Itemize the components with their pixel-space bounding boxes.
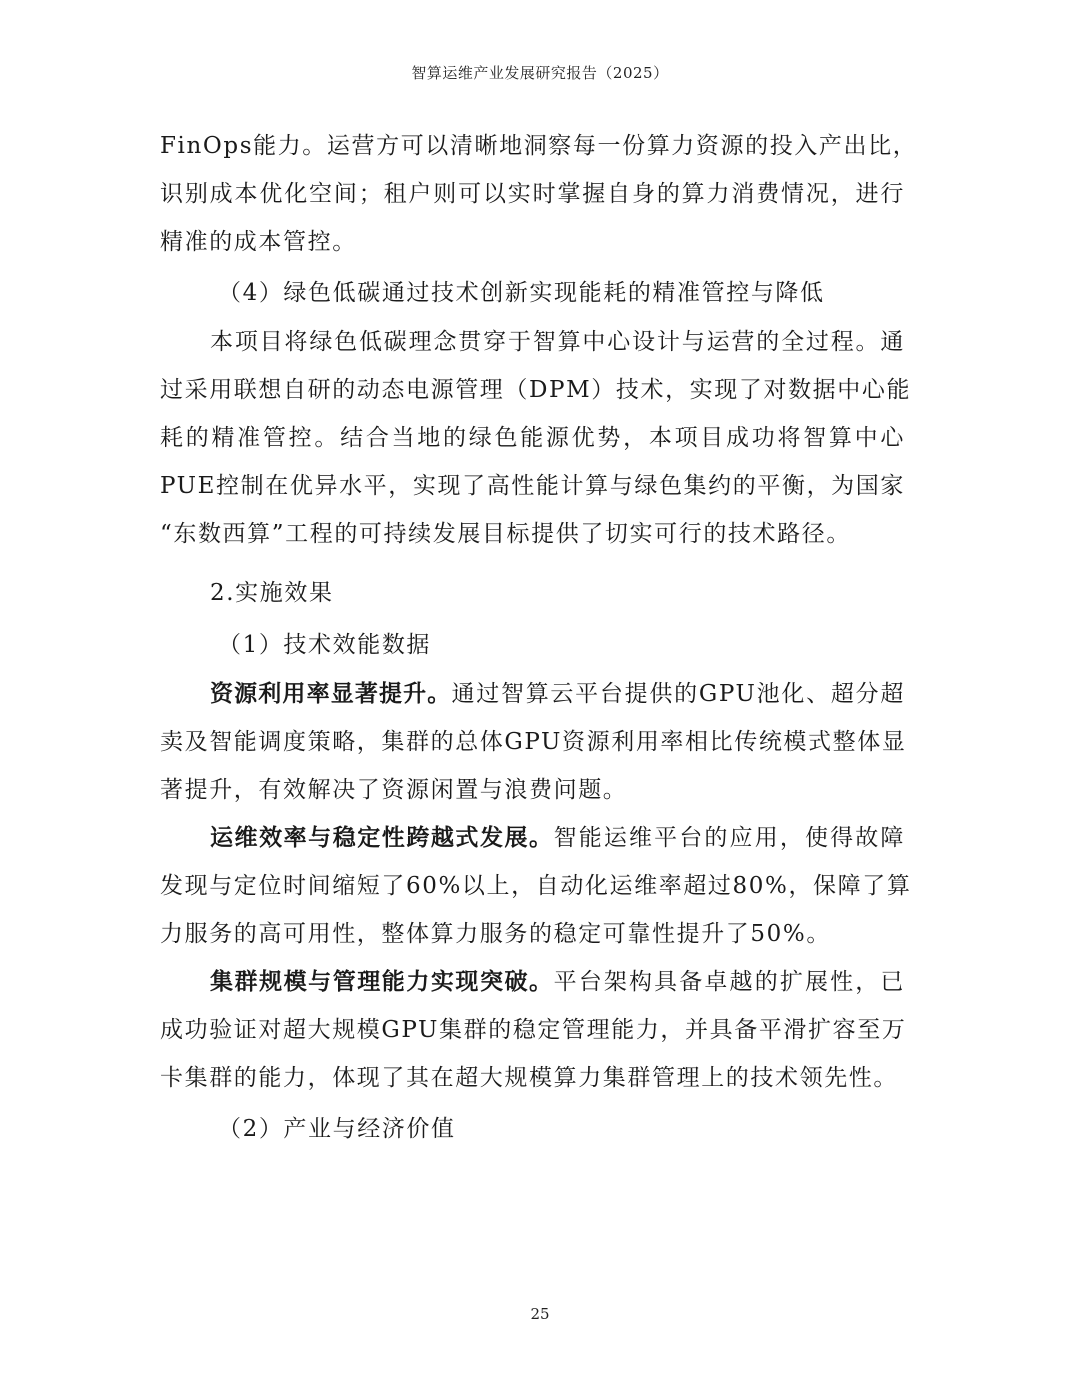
text-line: 发现与定位时间缩短了60%以上，自动化运维率超过80%，保障了算 — [160, 873, 912, 899]
text-line: 精准的成本管控。 — [160, 229, 357, 255]
text-line: 卡集群的能力，体现了其在超大规模算力集群管理上的技术领先性。 — [160, 1065, 898, 1091]
text-line: 力服务的高可用性，整体算力服务的稳定可靠性提升了50%。 — [160, 921, 831, 947]
paragraph-lead: 运维效率与稳定性跨越式发展。 — [210, 825, 554, 851]
text-line: 识别成本优化空间；租户则可以实时掌握自身的算力消费情况，进行 — [160, 181, 905, 207]
section-heading-implementation-effect: 2.实施效果 — [210, 580, 334, 606]
text-run: 通过智算云平台提供的GPU池化、超分超 — [451, 681, 905, 707]
paragraph-finops — [160, 126, 918, 270]
text-line — [160, 818, 905, 866]
paragraph-green-low-carbon — [160, 322, 912, 562]
paragraph-cluster-scale — [160, 962, 905, 1106]
text-line: FinOps能力。运营方可以清晰地洞察每一份算力资源的投入产出比， — [160, 133, 918, 159]
subheading-industry-economic-value: （2）产业与经济价值 — [218, 1116, 456, 1142]
paragraph-resource-utilization — [160, 674, 905, 818]
text-line — [160, 962, 905, 1010]
paragraph-lead: 集群规模与管理能力实现突破。 — [210, 969, 554, 995]
page-header: 智算运维产业发展研究报告（2025） — [411, 64, 669, 82]
text-run: 智能运维平台的应用，使得故障 — [553, 825, 906, 851]
text-line: PUE控制在优异水平，实现了高性能计算与绿色集约的平衡，为国家 — [160, 473, 905, 499]
text-line: 卖及智能调度策略，集群的总体GPU资源利用率相比传统模式整体显 — [160, 729, 907, 755]
text-line: 过采用联想自研的动态电源管理（DPM）技术，实现了对数据中心能 — [160, 377, 912, 403]
text-line: 成功验证对超大规模GPU集群的稳定管理能力，并具备平滑扩容至万 — [160, 1017, 907, 1043]
page-body — [160, 126, 918, 1158]
text-line: 耗的精准管控。结合当地的绿色能源优势，本项目成功将智算中心 — [160, 425, 905, 451]
text-line: 本项目将绿色低碳理念贯穿于智算中心设计与运营的全过程。通 — [210, 329, 905, 355]
subheading-green-low-carbon: （4）绿色低碳通过技术创新实现能耗的精准管控与降低 — [218, 280, 825, 306]
text-run: 平台架构具备卓越的扩展性，已 — [553, 969, 906, 995]
subheading-technical-performance: （1）技术效能数据 — [218, 632, 432, 658]
paragraph-lead: 资源利用率显著提升。 — [210, 681, 452, 707]
paragraph-ops-efficiency — [160, 818, 912, 962]
text-line: 著提升，有效解决了资源闲置与浪费问题。 — [160, 777, 628, 803]
page-number: 25 — [530, 1305, 550, 1323]
text-line: “东数西算”工程的可持续发展目标提供了切实可行的技术路径。 — [160, 521, 851, 547]
header-divider — [160, 92, 920, 93]
text-line — [160, 674, 905, 722]
